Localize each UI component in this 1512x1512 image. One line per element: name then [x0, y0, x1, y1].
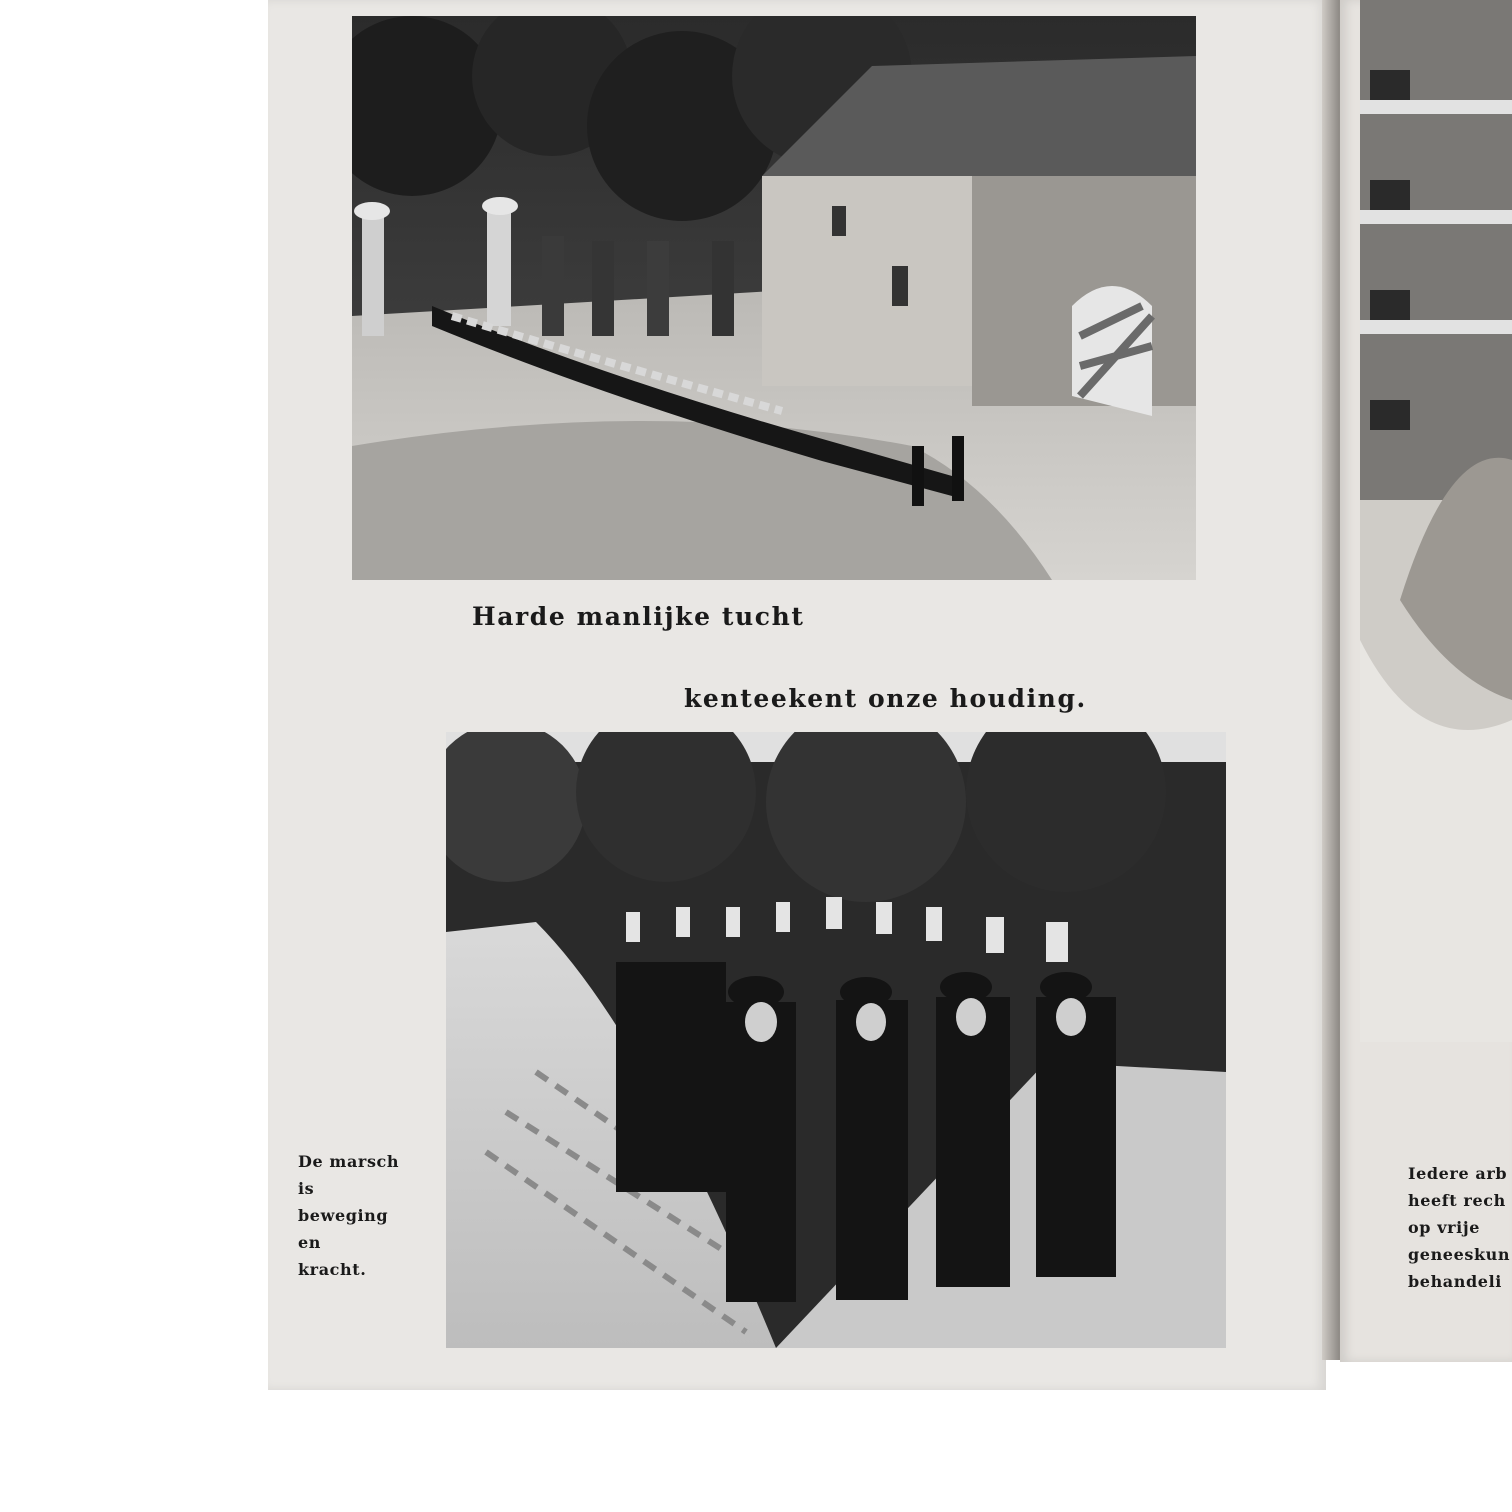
side-caption-line: en [298, 1233, 322, 1252]
side-caption-line: Iedere arb [1408, 1164, 1508, 1183]
headline-line-2: kenteekent onze houding. [684, 684, 1087, 713]
side-caption-line: heeft rech [1408, 1191, 1506, 1210]
photo-marching-column-estate [352, 16, 1196, 580]
headline-line-1: Harde manlijke tucht [472, 602, 805, 631]
side-caption-line: geneeskun [1408, 1245, 1511, 1264]
side-caption-line: kracht. [298, 1260, 367, 1279]
photo-right-page-cropped [1360, 0, 1512, 1042]
side-caption-line: De marsch [298, 1152, 400, 1171]
side-caption-line: behandeli [1408, 1272, 1502, 1291]
photo-marching-with-spades [446, 732, 1226, 1348]
side-caption-march [298, 1148, 399, 1283]
side-caption-right [1408, 1160, 1512, 1295]
side-caption-line: beweging [298, 1206, 389, 1225]
side-caption-line: is [298, 1179, 315, 1198]
side-caption-line: op vrije [1408, 1218, 1481, 1237]
